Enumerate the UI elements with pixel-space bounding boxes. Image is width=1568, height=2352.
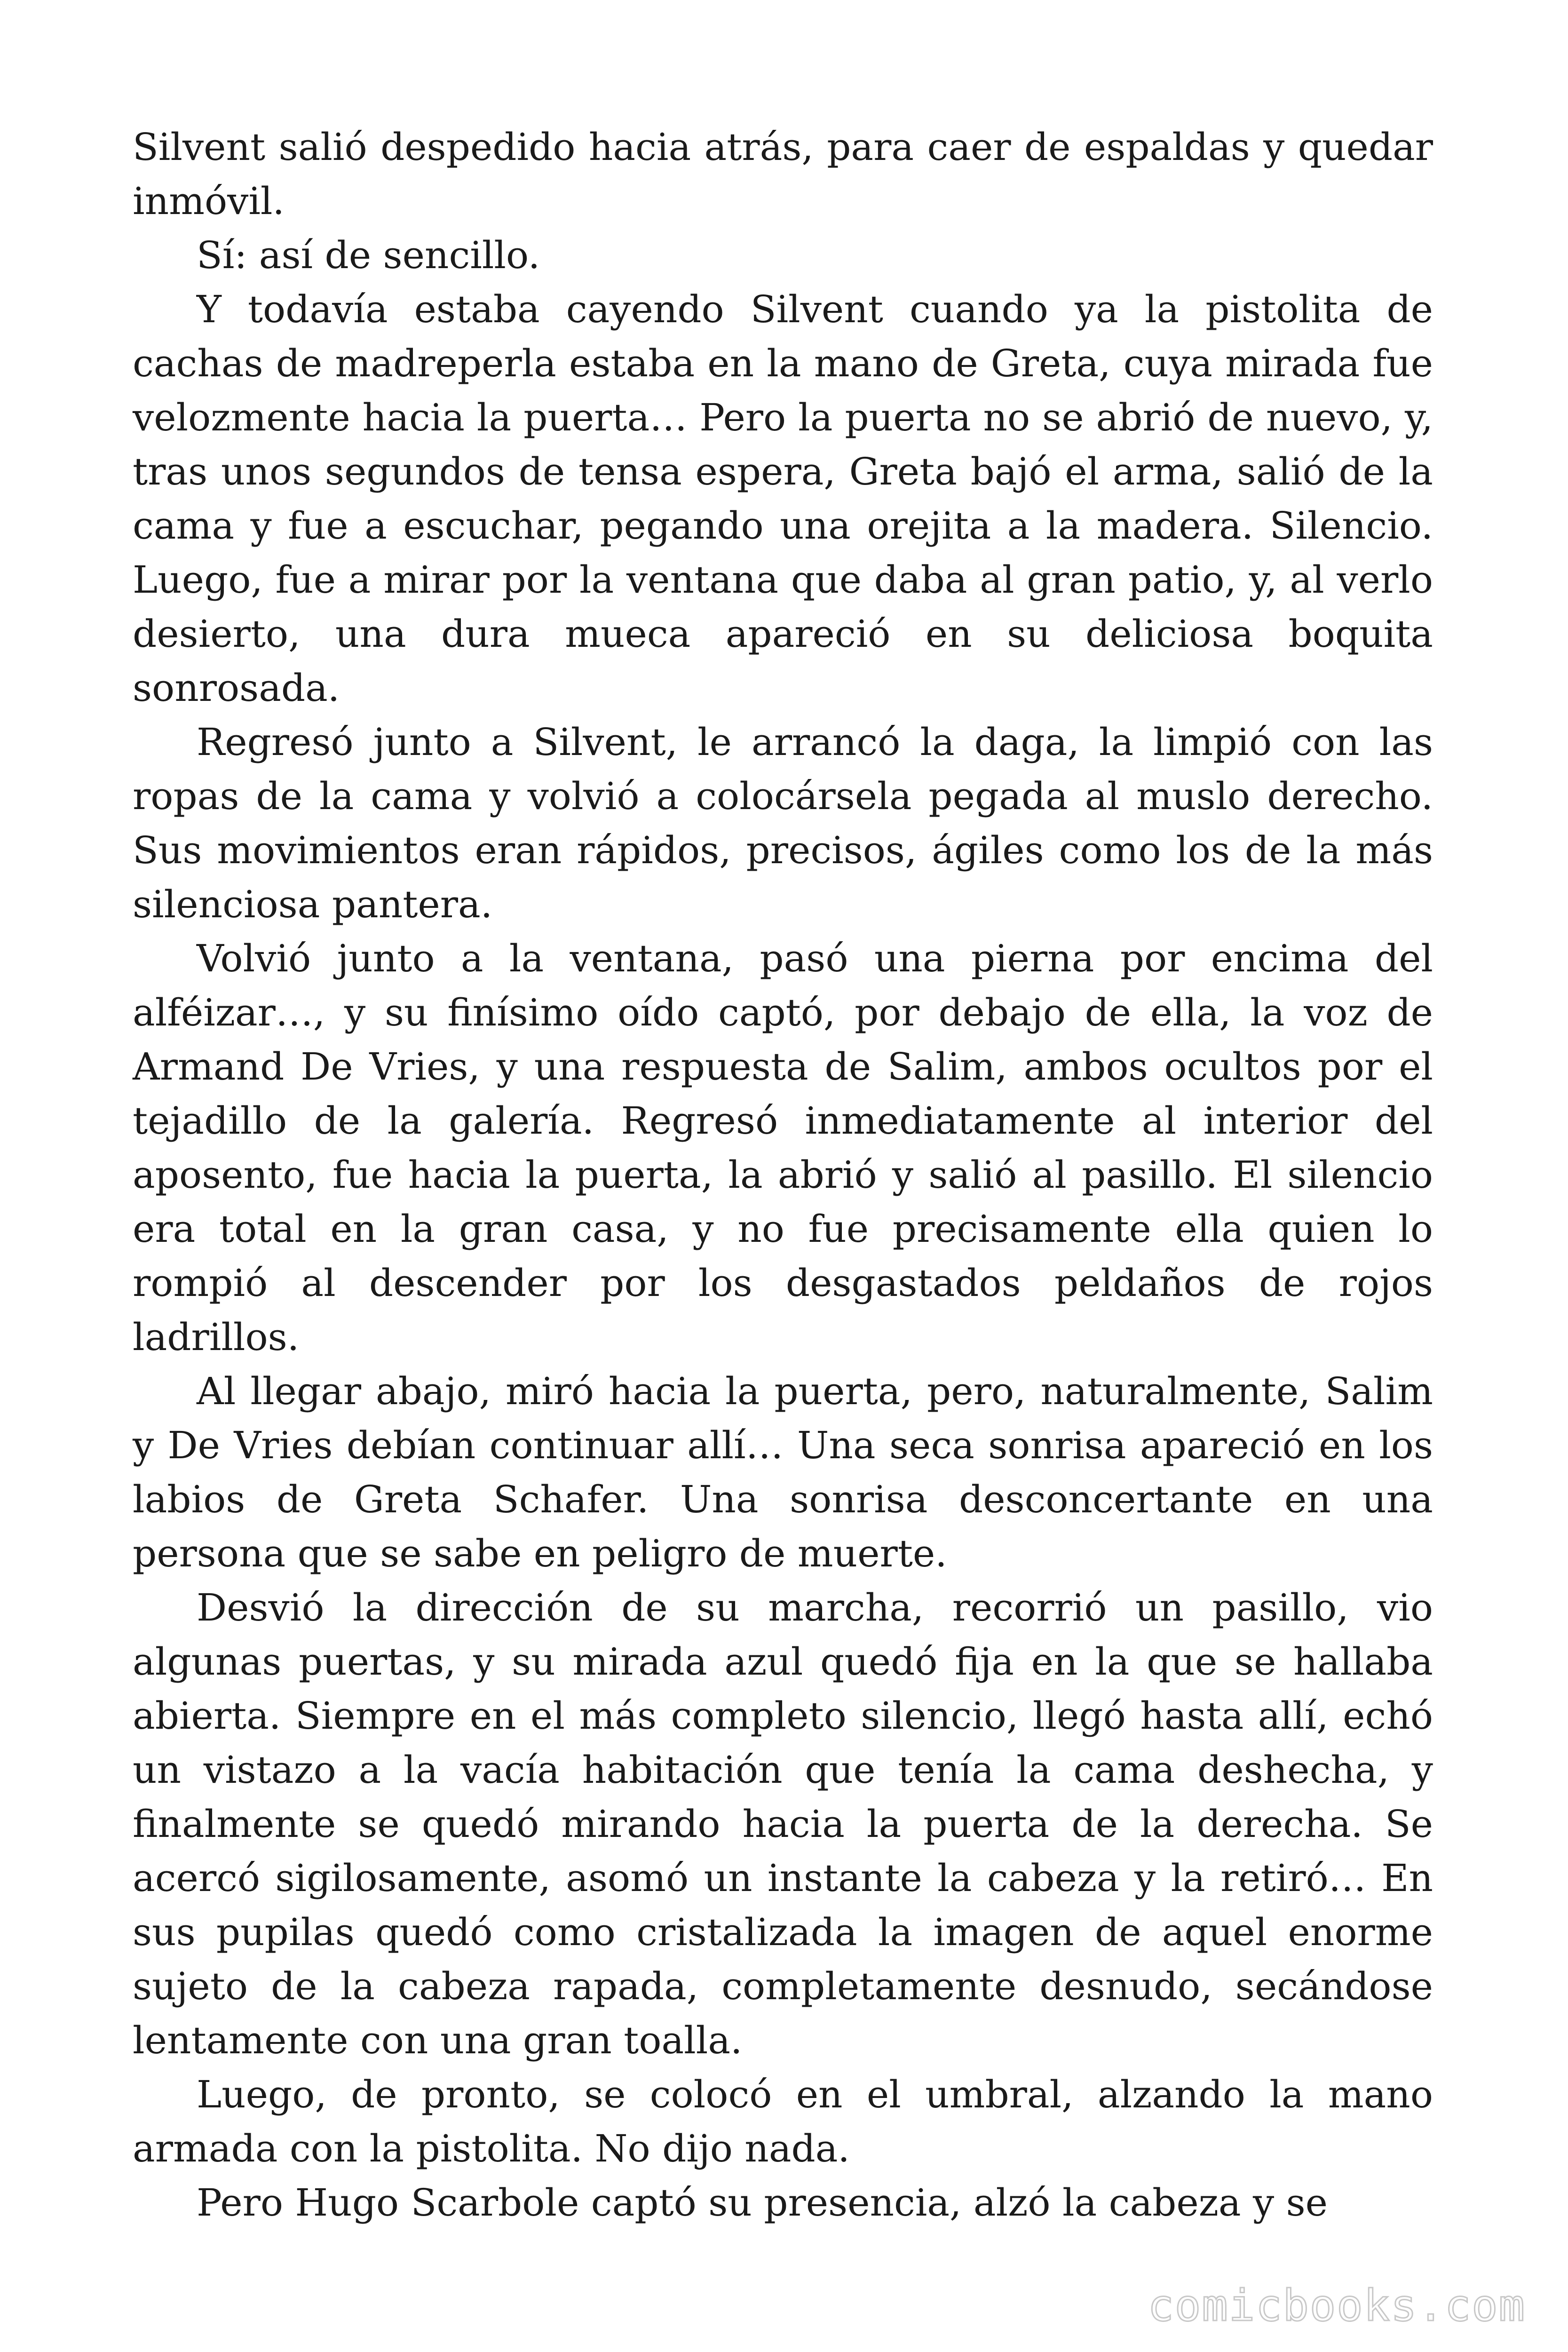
watermark-logo: comicbooks.com xyxy=(1148,2280,1526,2331)
body-text xyxy=(133,120,1433,2230)
paragraph-2: Sí: así de sencillo. xyxy=(197,233,540,277)
paragraph-8: Luego, de pronto, se colocó en el umbral, alzando la mano armada con la pistolita. No dijo nada. xyxy=(133,2073,1433,2170)
paragraph-4: Regresó junto a Silvent, le arrancó la daga, la limpió con las ropas de la cama y volvió a colocársela pegada al muslo derecho. Sus movimientos eran rápidos, precisos, ágiles como los de la más silenciosa pantera. xyxy=(133,720,1433,926)
paragraph-6: Al llegar abajo, miró hacia la puerta, pero, naturalmente, Salim y De Vries debían continuar allí… Una seca sonrisa apareció en los labios de Greta Schafer. Una sonrisa desconcertante en una persona que se sabe en peligro de muerte. xyxy=(133,1369,1433,1575)
paragraph-1: Silvent salió despedido hacia atrás, para caer de espaldas y quedar inmóvil. xyxy=(133,125,1433,223)
paragraph-9: Pero Hugo Scarbole captó su presencia, alzó la cabeza y se xyxy=(197,2181,1328,2225)
paragraph-7: Desvió la dirección de su marcha, recorrió un pasillo, vio algunas puertas, y su mirada azul quedó fija en la que se hallaba abierta. Siempre en el más completo silencio, llegó hasta allí, echó un vistazo a la vacía habitación que tenía la cama deshecha, y finalmente se quedó mirando hacia la puerta de la derecha. Se acercó sigilosamente, asomó un instante la cabeza y la retiró… En sus pupilas quedó como cristalizada la imagen de aquel enorme sujeto de la cabeza rapada, completamente desnudo, secándose lentamente con una gran toalla. xyxy=(133,1586,1433,2062)
paragraph-3: Y todavía estaba cayendo Silvent cuando ya la pistolita de cachas de madreperla estaba en la mano de Greta, cuya mirada fue velozmente hacia la puerta… Pero la puerta no se abrió de nuevo, y, tras unos segundos de tensa espera, Greta bajó el arma, salió de la cama y fue a escuchar, pegando una orejita a la madera. Silencio. Luego, fue a mirar por la ventana que daba al gran patio, y, al verlo desierto, una dura mueca apareció en su deliciosa boquita sonrosada. xyxy=(133,287,1433,710)
paragraph-5: Volvió junto a la ventana, pasó una pierna por encima del alféizar…, y su finísimo oído captó, por debajo de ella, la voz de Armand De Vries, y una respuesta de Salim, ambos ocultos por el tejadillo de la galería. Regresó inmediatamente al interior del aposento, fue hacia la puerta, la abrió y salió al pasillo. El silencio era total en la gran casa, y no fue precisamente ella quien lo rompió al descender por los desgastados peldaños de rojos ladrillos. xyxy=(133,937,1433,1359)
